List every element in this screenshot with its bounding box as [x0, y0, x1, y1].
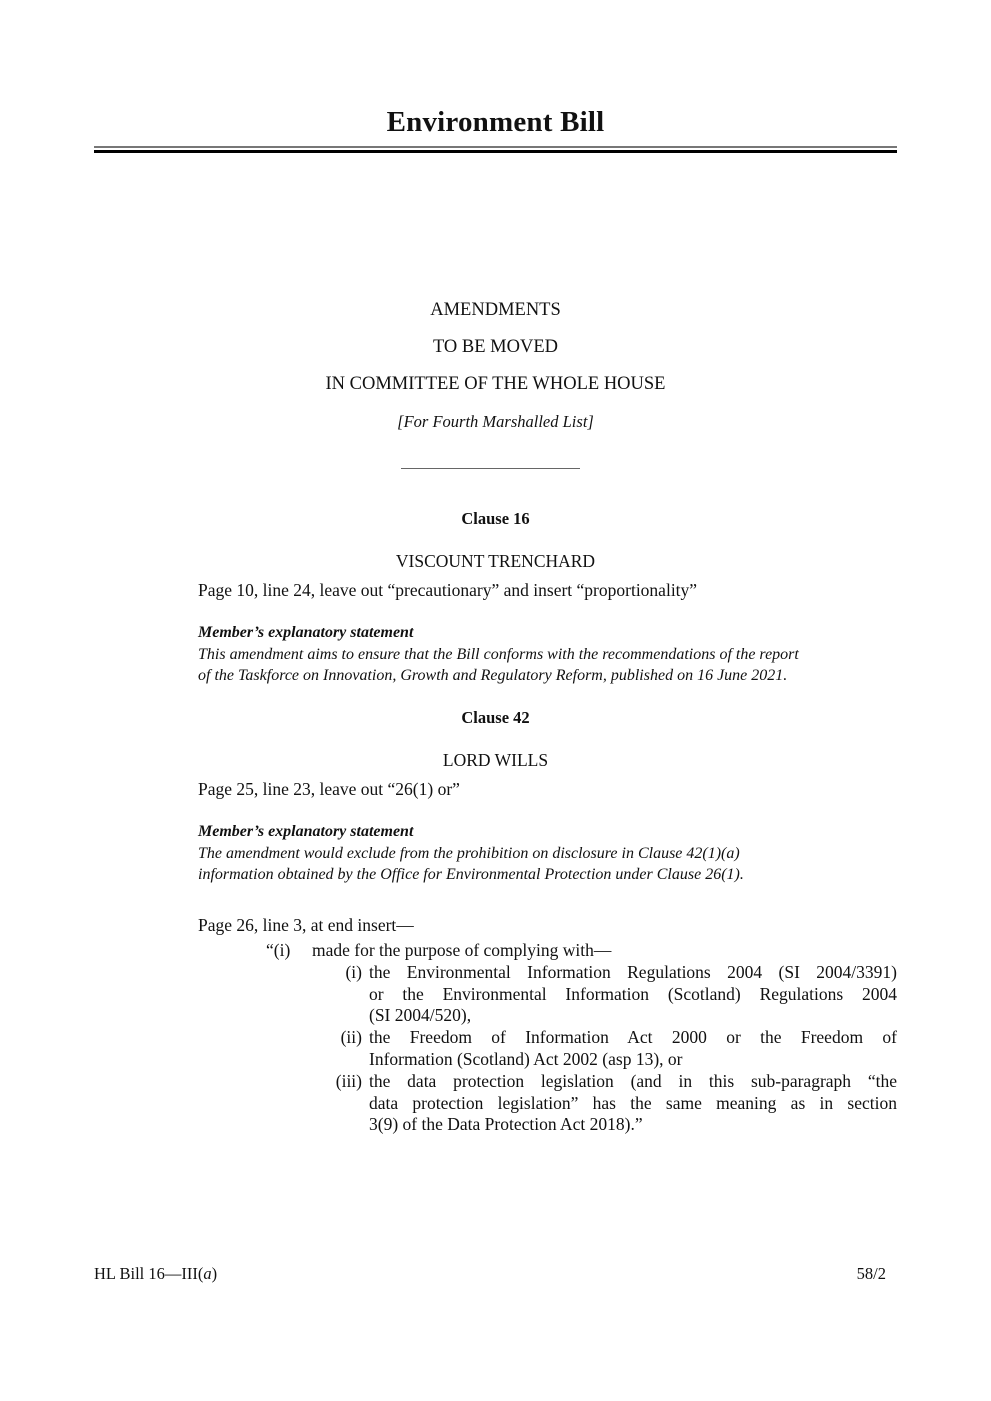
sub-item-label: (i): [345, 962, 362, 982]
sub-item-line: data protection legislation” has the same meaning as in section: [369, 1092, 897, 1113]
bill-ref-suffix: ): [211, 1264, 218, 1283]
member-name: VISCOUNT TRENCHARD: [395, 551, 596, 571]
sub-item-line: the data protection legislation (and in this sub-paragraph “the: [369, 1071, 897, 1091]
insert-main-text: made for the purpose of complying with—: [312, 940, 612, 960]
bill-ref-prefix: HL Bill 16—III(: [94, 1264, 204, 1283]
clause-heading: Clause 16: [461, 509, 530, 528]
amendment-text: Page 26, line 3, at end insert—: [198, 915, 414, 935]
amendment-text: Page 10, line 24, leave out “precautionary” and insert “proportionality”: [198, 580, 698, 600]
sub-item-text: [369, 962, 897, 1027]
explanatory-statement-heading: Member’s explanatory statement: [198, 624, 414, 641]
section-separator: [401, 468, 580, 469]
sub-item-label: (ii): [340, 1027, 362, 1047]
member-name: LORD WILLS: [442, 750, 549, 770]
explanatory-statement-heading: Member’s explanatory statement: [198, 823, 414, 840]
amendment-text: Page 25, line 23, leave out “26(1) or”: [198, 779, 460, 799]
footer-bill-reference: [94, 1264, 217, 1284]
bill-ref-italic: a: [203, 1264, 212, 1283]
footer-page-reference: 58/2: [856, 1264, 886, 1283]
statement-line: The amendment would exclude from the prohibition on disclosure in Clause 42(1)(a): [198, 845, 740, 862]
sub-item-line: the Freedom of Information Act 2000 or the Freedom of: [369, 1027, 897, 1047]
sub-item-line: 3(9) of the Data Protection Act 2018).”: [369, 1114, 643, 1134]
statement-line: information obtained by the Office for Environmental Protection under Clause 26(1).: [198, 865, 744, 883]
statement-line: of the Taskforce on Innovation, Growth and Regulatory Reform, published on 16 June 2021.: [198, 666, 788, 684]
explanatory-statement-body: [198, 645, 898, 686]
title-rule-thick: [94, 150, 897, 153]
sub-item-line: or the Environmental Information (Scotland) Regulations 2004: [369, 983, 897, 1004]
inserted-text-block: [0, 940, 991, 1140]
explanatory-statement-body: [198, 844, 898, 885]
sub-item-text: [369, 1027, 897, 1070]
sub-item-text: [369, 1071, 897, 1136]
heading-amendments: AMENDMENTS: [430, 300, 561, 320]
statement-line: This amendment aims to ensure that the Bill conforms with the recommendations of the report: [198, 646, 799, 663]
document-title: Environment Bill: [386, 106, 605, 138]
sub-item-label: (iii): [335, 1071, 362, 1091]
sub-item-line: Information (Scotland) Act 2002 (asp 13), or: [369, 1048, 683, 1069]
insert-main-label: “(i): [266, 940, 291, 960]
heading-committee: IN COMMITTEE OF THE WHOLE HOUSE: [325, 374, 666, 394]
title-rule-thin: [94, 146, 897, 148]
heading-to-be-moved: TO BE MOVED: [432, 337, 559, 357]
sub-item-line: (SI 2004/520),: [369, 1005, 472, 1025]
sub-item-line: the Environmental Information Regulations 2004 (SI 2004/3391): [369, 962, 897, 982]
clause-heading: Clause 42: [461, 708, 530, 727]
marshalled-list-note: [For Fourth Marshalled List]: [397, 412, 594, 431]
